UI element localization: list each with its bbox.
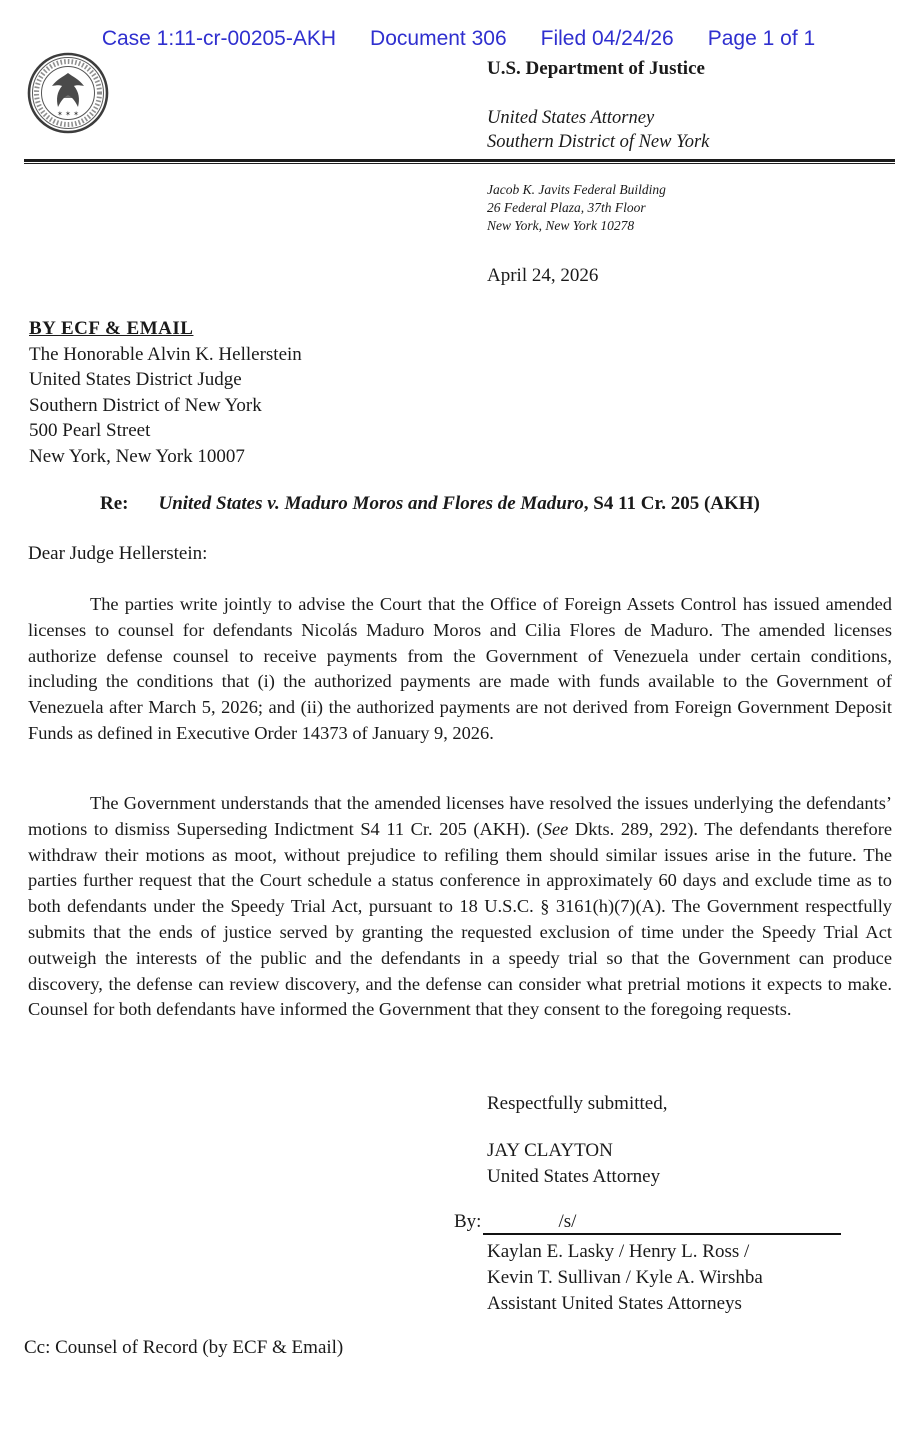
- paragraph-2-text-a: The Government understands that the amended licenses have resolved the issues underlying the defendants’ motions to dismiss Superseding Indictment S4 11 Cr. 205 (AKH). (: [28, 793, 892, 839]
- attorneys-line-1: Kaylan E. Lasky / Henry L. Ross /: [487, 1241, 750, 1262]
- delivery-method: BY ECF & EMAIL: [29, 318, 194, 339]
- letterhead-rule: [24, 159, 895, 164]
- cc-line: Cc: Counsel of Record (by ECF & Email): [24, 1337, 344, 1358]
- agency-title: U.S. Department of Justice: [487, 58, 705, 79]
- stamp-document-number: Document 306: [370, 27, 507, 50]
- body-paragraph-1: The parties write jointly to advise the Court that the Office of Foreign Assets Control has issued amended licenses to counsel for defendants Nicolás Maduro Moros and Cilia Flores de Maduro. The amended licenses authorize defense counsel to receive payments from the Government of Venezuela under certain conditions, including the conditions that (i) the authorized payments are made with funds available to the Government of Venezuela after March 5, 2026; and (ii) the authorized payments are not derived from Foreign Government Deposit Funds as defined in Executive Order 14373 of January 9, 2026.: [28, 594, 892, 743]
- recipient-line-3: Southern District of New York: [29, 394, 262, 416]
- signature-underline: [483, 1211, 841, 1235]
- re-line: [100, 493, 760, 515]
- recipient-line-5: New York, New York 10007: [29, 445, 245, 467]
- doj-seal-icon: [27, 52, 109, 134]
- salutation: Dear Judge Hellerstein:: [28, 543, 208, 564]
- svg-text:✶ ✶ ✶: ✶ ✶ ✶: [56, 110, 80, 118]
- signer-block: [487, 1138, 660, 1190]
- office-title: [487, 106, 709, 154]
- attorneys-line-3: Assistant United States Attorneys: [487, 1293, 742, 1314]
- recipient-line-2: United States District Judge: [29, 369, 242, 390]
- signer-name: JAY CLAYTON: [487, 1140, 613, 1161]
- office-line-2: Southern District of New York: [487, 132, 710, 152]
- s-signature: /s/: [558, 1211, 577, 1232]
- paragraph-2-text-b: Dkts. 289, 292). The defendants therefore withdraw their motions as moot, without prejudice to refiling them should similar issues arise in the future. The parties further request that the Court schedule a status conference in approximately 60 days and exclude time as to both defendants under the Speedy Trial Act, pursuant to 18 U.S.C. § 3161(h)(7)(A). The Government respectfully submits that the ends of justice served by granting the requested exclusion of time under the Speedy Trial Act outweigh the interests of the public and the defendants in a speedy trial so that the Government can produce discovery, the defense can review discovery, and the defense can consider what pretrial motions it expects to make. Counsel for both defendants have informed the Government that they consent to the foregoing requests.: [28, 818, 892, 1020]
- by-label: By:: [454, 1211, 482, 1232]
- stamp-page-number: Page 1 of 1: [707, 27, 816, 50]
- office-address-line-3: New York, New York 10278: [487, 218, 635, 233]
- body-paragraph-2: [28, 791, 892, 1023]
- signature-line: [454, 1211, 841, 1235]
- signer-title: United States Attorney: [487, 1166, 661, 1187]
- office-address-line-1: Jacob K. Javits Federal Building: [487, 182, 666, 197]
- recipient-block: [29, 316, 302, 469]
- see-citation: See: [542, 818, 569, 839]
- re-case-name: United States v. Maduro Moros and Flores de Maduro: [158, 493, 584, 514]
- attorneys-block: [487, 1239, 763, 1317]
- ecf-filing-stamp: [0, 27, 917, 51]
- office-line-1: United States Attorney: [487, 108, 655, 128]
- attorneys-line-2: Kevin T. Sullivan / Kyle A. Wirshba: [487, 1267, 763, 1288]
- closing-respectfully: Respectfully submitted,: [487, 1093, 668, 1114]
- re-label: Re:: [100, 493, 129, 514]
- office-address: [487, 181, 666, 235]
- recipient-line-4: 500 Pearl Street: [29, 420, 151, 441]
- recipient-line-1: The Honorable Alvin K. Hellerstein: [29, 343, 302, 365]
- office-address-line-2: 26 Federal Plaza, 37th Floor: [487, 200, 646, 215]
- letter-date: April 24, 2026: [487, 265, 599, 286]
- stamp-filed-date: Filed 04/24/26: [540, 27, 674, 50]
- stamp-case-number: Case 1:11-cr-00205-AKH: [101, 27, 337, 50]
- re-case-number: , S4 11 Cr. 205 (AKH): [583, 493, 760, 514]
